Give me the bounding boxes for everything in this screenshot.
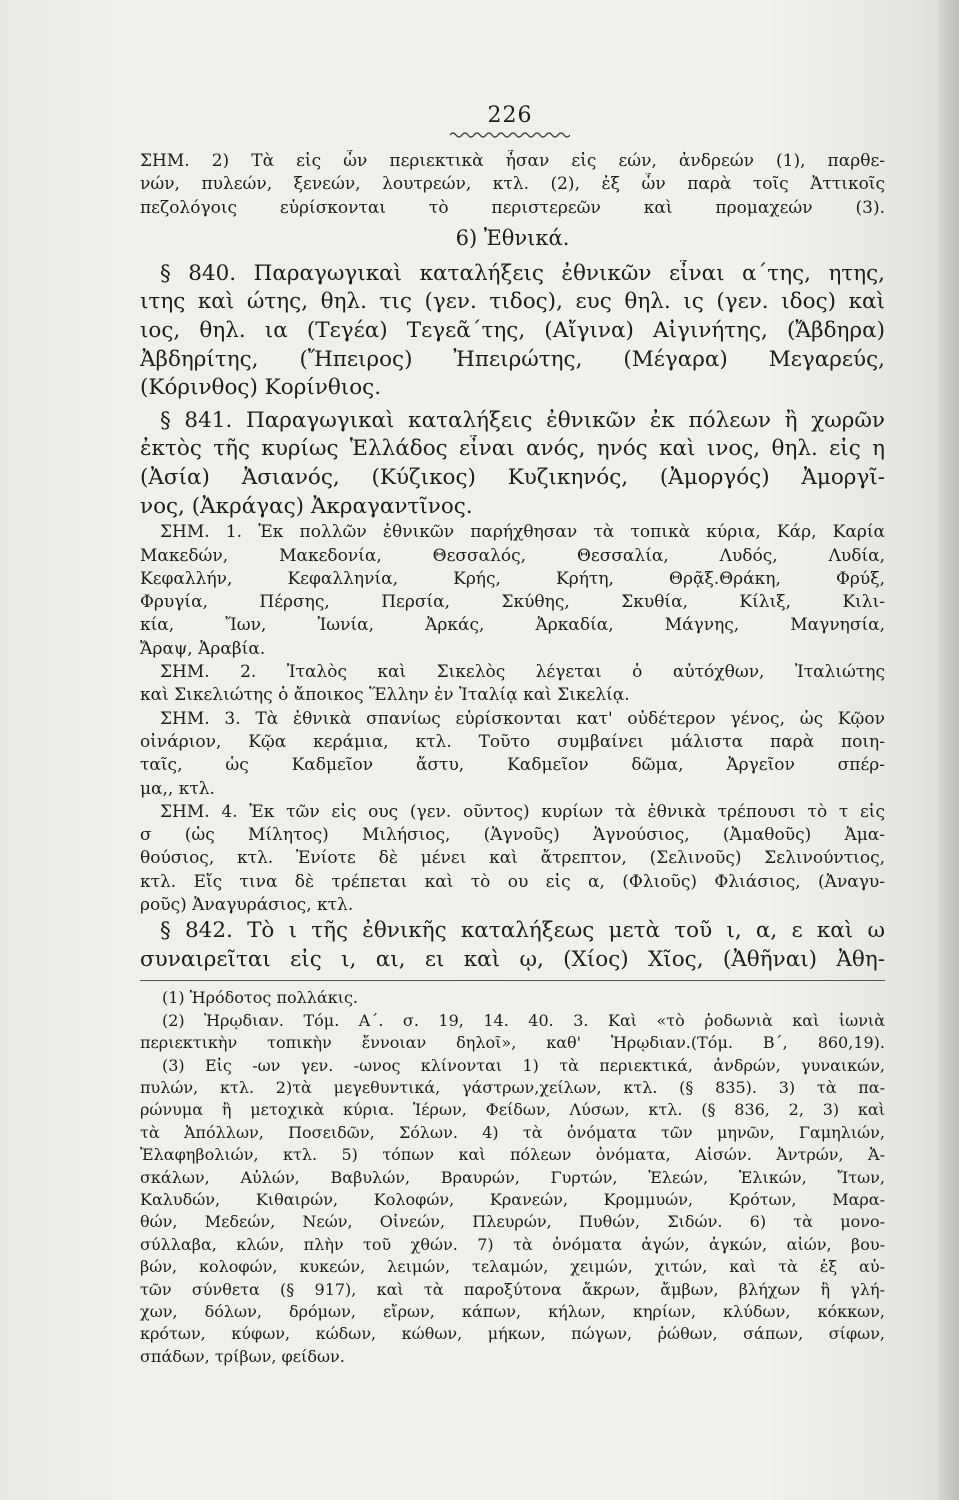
paragraph-840: [140, 260, 885, 403]
note-shm2-block: [140, 150, 885, 220]
text-line: Κεφαλλήν, Κεφαλληνία, Κρής, Κρήτη, Θρᾷξ.Θράκη, Φρύξ,: [140, 568, 885, 589]
text-line: ροῦς) Ἀναγυράσιος, κτλ.: [140, 894, 354, 915]
text-line: πεζολόγοις εὑρίσκονται τὸ περιστερεῶν καὶ προμαχεών (3).: [140, 197, 885, 218]
footnote-line: ρώνυμα ἢ μετοχικὰ κύρια. Ἱέρων, Φείδων, Λύσων, κτλ. (§ 836, 2, 3) καὶ: [140, 1100, 885, 1120]
text-line: οἰνάριον, Κῷα κεράμια, κτλ. Τοῦτο συμβαίνει μάλιστα παρὰ ποιη-: [140, 731, 885, 752]
text-line: ΣΗΜ. 2. Ἰταλὸς καὶ Σικελὸς λέγεται ὁ αὐτόχθων, Ἰταλιώτης: [160, 662, 885, 683]
main-text: [140, 150, 885, 1368]
text-line: ιτης καὶ ώτης, θηλ. τις (γεν. τιδος), ευς θηλ. ις (γεν. ιδος) καὶ: [140, 289, 885, 315]
text-line: θούσιος, κτλ. Ἐνίοτε δὲ μένει καὶ ἄτρεπτον, (Σελινοῦς) Σελινούντιος,: [140, 848, 885, 869]
text-line: κία, Ἴων, Ἰωνία, Ἀρκάς, Ἀρκαδία, Μάγνης, Μαγνησία,: [140, 615, 885, 636]
notes-841: [140, 521, 885, 917]
text-line: συναιρεῖται εἰς ι, αι, ει καὶ ῳ, (Χίος) Χῖος, (Ἀθῆναι) Ἀθη-: [140, 946, 885, 972]
footnote-line: κρότων, κύφων, κώδων, κώθων, μήκων, πώγων, ῥώθων, σάπων, σίφων,: [140, 1324, 885, 1344]
footnote-separator: [140, 980, 885, 981]
text-line: ταῖς, ὡς Καδμεῖον ἄστυ, Καδμεῖον δῶμα, Ἀργεῖον σπέρ-: [140, 755, 885, 776]
footnote-line: (1) Ἡρόδοτος πολλάκις.: [162, 988, 359, 1008]
footnote-line: σύλλαβα, κλών, πλὴν τοῦ χθών. 7) τὰ ὀνόματα ἀγών, ἀγκών, αἰών, βου-: [140, 1234, 885, 1254]
section-heading: 6) Ἐθνικά.: [455, 225, 570, 250]
footnote-line: (2) Ἡρῳδιαν. Τόμ. Α΄. σ. 19, 14. 40. 3. Καὶ «τὸ ῥοδωνιὰ καὶ ἰωνιὰ: [162, 1010, 885, 1030]
text-line: ΣΗΜ. 4. Ἐκ τῶν εἰς ους (γεν. οῦντος) κυρίων τὰ ἐθνικὰ τρέπουσι τὸ τ εἰς: [160, 801, 885, 822]
text-line: ΣΗΜ. 1. Ἐκ πολλῶν ἐθνικῶν παρήχθησαν τὰ τοπικὰ κύρια, Κάρ, Καρία: [160, 522, 885, 543]
text-line: Φρυγία, Πέρσης, Περσία, Σκύθης, Σκυθία, Κίλιξ, Κιλι-: [140, 592, 885, 613]
text-line: Ἀβδηρίτης, (Ἤπειρος) Ἠπειρώτης, (Μέγαρα) Μεγαρεύς,: [140, 346, 885, 372]
text-line: νών, πυλεών, ξενεών, λουτρεών, κτλ. (2), ἐξ ὧν παρὰ τοῖς Ἀττικοῖς: [140, 174, 885, 195]
text-line: Ἄραψ, Ἀραβία.: [140, 638, 266, 659]
text-line: καὶ Σικελιώτης ὁ ἄποικος Ἕλλην ἐν Ἰταλίᾳ καὶ Σικελίᾳ.: [140, 685, 630, 706]
text-line: σ (ὡς Μίλητος) Μιλήσιος, (Ἁγνοῦς) Ἁγνούσιος, (Ἀμαθοῦς) Ἀμα-: [140, 825, 885, 846]
wavy-ornament-rule: [450, 130, 570, 140]
footnote-line: Καλυδών, Κιθαιρών, Κολοφών, Κρανεών, Κρομμυών, Κρότων, Μαρα-: [140, 1189, 885, 1209]
text-line: (Κόρινθος) Κορίνθιος.: [140, 375, 382, 401]
text-line: § 842. Τὸ ι τῆς ἐθνικῆς καταλήξεως μετὰ τοῦ ι, α, ε καὶ ω: [160, 918, 885, 944]
footnote-line: Ἐλαφηβολιών, κτλ. 5) τόπων καὶ πόλεων ὀνόματα, Αἰσών. Ἀντρών, Ἀ-: [140, 1145, 885, 1165]
footnote-line: χων, δόλων, δρόμων, εἴρων, κάπων, κήλων, κηρίων, κλύδων, κόκκων,: [140, 1301, 885, 1321]
text-line: Μακεδών, Μακεδονία, Θεσσαλός, Θεσσαλία, Λυδός, Λυδία,: [140, 545, 885, 566]
footnote-line: πυλών, κτλ. 2)τὰ μεγεθυντικά, γάστρων,χείλων, κτλ. (§ 835). 3) τὰ πα-: [140, 1078, 885, 1098]
footnote-line: σπάδων, τρίβων, φείδων.: [140, 1346, 345, 1366]
text-line: ιος, θηλ. ια (Τεγέα) Τεγεᾶ΄της, (Αἴγινα) Αἰγινήτης, (Ἄβδηρα): [140, 318, 885, 344]
text-line: § 841. Παραγωγικαὶ καταλήξεις ἐθνικῶν ἐκ πόλεων ἢ χωρῶν: [160, 407, 885, 433]
text-line: ΣΗΜ. 2) Τὰ εἰς ὧν περιεκτικὰ ἦσαν εἰς εών, ἀνδρεών (1), παρθε-: [140, 151, 885, 171]
footnote-line: βών, κολοφών, κυκεών, λειμών, τελαμών, χειμών, χιτών, καὶ τὰ ἐξ αὐ-: [140, 1257, 885, 1277]
text-line: ἐκτὸς τῆς κυρίως Ἑλλάδος εἶναι ανός, ηνός καὶ ινος, θηλ. εἰς η: [140, 436, 885, 462]
footnote-line: (3) Εἰς -ων γεν. -ωνος κλίνονται 1) τὰ περιεκτικά, ἀνδρών, γυναικών,: [162, 1055, 885, 1075]
footnote-line: περιεκτικὴν τοπικὴν ἔννοιαν δηλοῖ», καθ' Ἡρῳδιαν.(Τόμ. Β΄, 860,19).: [140, 1033, 885, 1053]
footnote-line: τὰ Ἀπόλλων, Ποσειδῶν, Σόλων. 4) τὰ ὀνόματα τῶν μηνῶν, Γαμηλιών,: [140, 1122, 885, 1142]
page-number: 226: [487, 103, 533, 128]
paragraph-841: [140, 407, 885, 521]
text-line: (Ἀσία) Ἀσιανός, (Κύζικος) Κυζικηνός, (Ἀμοργός) Ἀμοργῖ-: [140, 465, 885, 491]
footnotes: [140, 987, 885, 1368]
text-line: κτλ. Εἴς τινα δὲ τρέπεται καὶ τὸ ου εἰς α, (Φλιοῦς) Φλιάσιος, (Ἀναγυ-: [140, 871, 885, 892]
text-line: νος, (Ἀκράγας) Ἀκραγαντῖνος.: [140, 493, 473, 519]
footnote-line: θών, Μεδεών, Νεών, Οἰνεών, Πλευρών, Πυθών, Σιδών. 6) τὰ μονο-: [140, 1212, 885, 1232]
paragraph-842: [140, 917, 885, 974]
page-edge-shadow: [939, 0, 959, 1500]
footnote-line: τῶν σύνθετα (§ 917), καὶ τὰ παροξύτονα ἄκρων, ἄμβων, βλήχων ἢ γλή-: [140, 1279, 885, 1299]
footnote-line: σκάλων, Αὐλών, Βαβυλών, Βραυρών, Γυρτών, Ἐλεών, Ἑλικών, Ἴτων,: [140, 1167, 885, 1187]
text-line: § 840. Παραγωγικαὶ καταλήξεις ἐθνικῶν εἶναι α΄της, ητης,: [160, 260, 885, 286]
text-line: μα,, κτλ.: [140, 778, 215, 799]
text-line: ΣΗΜ. 3. Τὰ ἐθνικὰ σπανίως εὑρίσκονται κατ' οὐδέτερον γένος, ὡς Κῷον: [160, 708, 885, 729]
